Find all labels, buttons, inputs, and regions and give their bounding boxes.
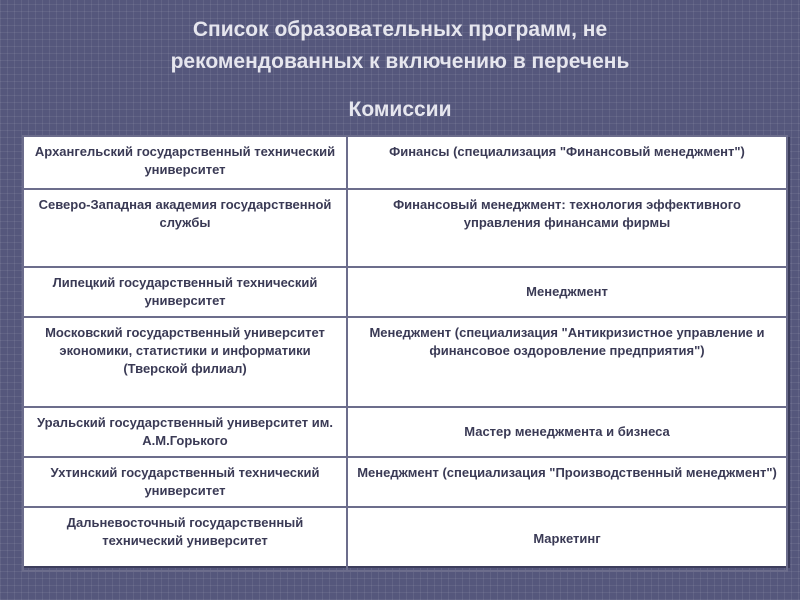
table-row [23, 507, 787, 571]
university-cell: Архангельский государственный технический университет [23, 136, 347, 189]
university-cell: Липецкий государственный технический университет [23, 267, 347, 317]
university-cell: Московский государственный университет экономики, статистики и информатики (Тверской филиал) [23, 317, 347, 407]
programs-table-container [22, 135, 788, 566]
university-cell: Ухтинский государственный технический университет [23, 457, 347, 507]
programs-table [22, 135, 788, 572]
table-row [23, 457, 787, 507]
title-line-1: Список образовательных программ, не [192, 18, 608, 41]
table-row [23, 136, 787, 189]
program-cell: Финансовый менеджмент: технология эффективного управления финансами фирмы [347, 189, 787, 267]
table-row [23, 317, 787, 407]
university-cell: Дальневосточный государственный технический университет [23, 507, 347, 571]
university-cell: Уральский государственный университет им. А.М.Горького [23, 407, 347, 457]
program-cell: Менеджмент (специализация "Антикризистное управление и финансовое оздоровление предприятия") [347, 317, 787, 407]
table-row [23, 267, 787, 317]
program-cell: Финансы (специализация "Финансовый менеджмент") [347, 136, 787, 189]
program-cell: Менеджмент [347, 267, 787, 317]
program-cell: Мастер менеджмента и бизнеса [347, 407, 787, 457]
university-cell: Северо-Западная академия государственной службы [23, 189, 347, 267]
program-cell: Менеджмент (специализация "Производственный менеджмент") [347, 457, 787, 507]
program-cell: Маркетинг [347, 507, 787, 571]
title-line-3: Комиссии [348, 98, 452, 121]
table-row [23, 189, 787, 267]
table-row [23, 407, 787, 457]
slide-title [0, 14, 800, 126]
title-line-2: рекомендованных к включению в перечень [170, 50, 630, 73]
